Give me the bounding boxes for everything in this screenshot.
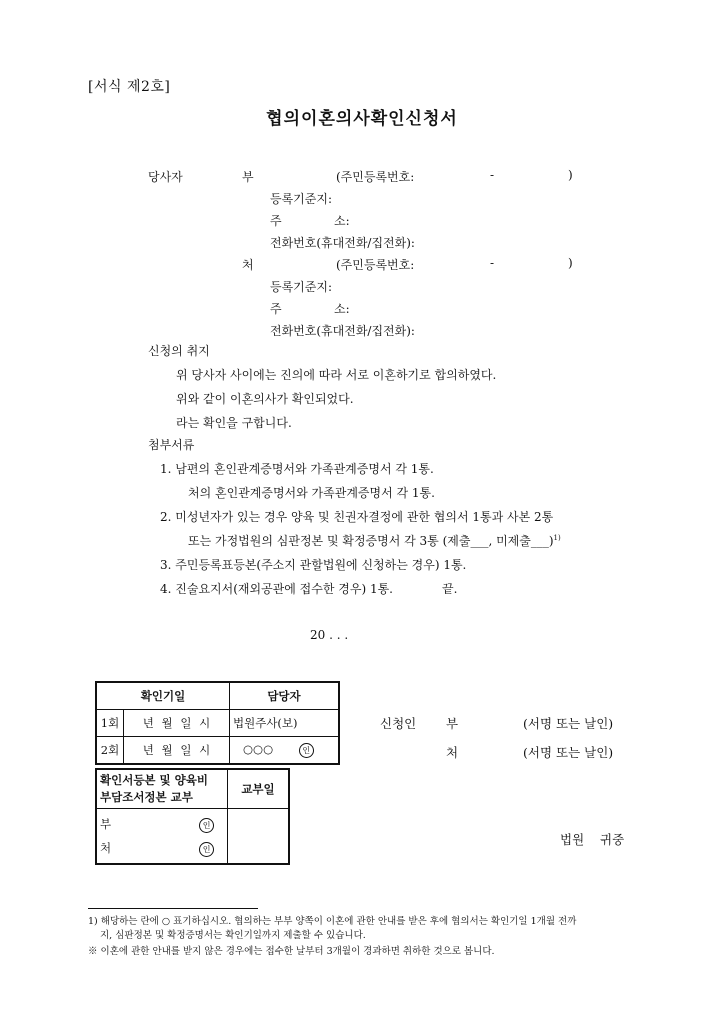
applicant-wife-sign: (서명 또는 날인) [523,745,614,760]
delivery-header-left [96,769,228,809]
officer-header: 담당자 [230,682,340,710]
attachment-2b [188,532,561,549]
confirm-date-table [95,681,340,765]
attachment-2b-text: 또는 가정법원의 심판정본 및 확정증명서 각 3통 (제출___, 미제출___) [188,534,554,548]
form-number: [서식 제2호] [88,79,171,95]
wife-rrn-label: (주민등록번호: [336,258,415,272]
husband-registry-label: 등록기준지: [270,192,333,206]
footnote-1-line-1: 1) 해당하는 란에 ○ 표기하십시오. 협의하는 부부 양쪽이 이혼에 관한 안내를 받은 후에 협의서는 확인기일 1개월 전까 [88,916,577,927]
husband-rrn-label: (주민등록번호: [336,170,415,184]
attachment-3: 3. 주민등록표등본(주소지 관할법원에 신청하는 경우) 1통. [160,558,467,572]
parties-label: 당사자 [148,170,183,184]
footnote-divider [88,908,258,909]
round-1-date: 년 월 일 시 [124,710,230,737]
wife-seal-icon: 인 [199,842,214,857]
purpose-label: 신청의 취지 [148,344,210,358]
wife-phone-label: 전화번호(휴대전화/집전화): [270,324,415,338]
footnote-ref-1: 1) [553,534,561,542]
round-2-officer [230,737,340,765]
husband-addr-label-2: 소: [334,214,350,228]
purpose-line-1: 위 당사자 사이에는 진의에 따라 서로 이혼하기로 합의하였다. [176,368,497,382]
attachments-end: 끝. [442,582,458,596]
wife-addr-label-1: 주 [270,302,282,316]
applicant-husband-label: 부 [446,716,459,731]
round-2-date: 년 월 일 시 [124,737,230,765]
husband-phone-label: 전화번호(휴대전화/집전화): [270,236,415,250]
applicant-husband-sign: (서명 또는 날인) [523,716,614,731]
delivery-wife-label: 처 [100,841,112,855]
attachment-2a: 2. 미성년자가 있는 경우 양육 및 친권자결정에 관한 협의서 1통과 사본 2통 [160,510,554,524]
delivery-header-line-2: 부담조서정본 교부 [100,790,193,804]
delivery-recipients [96,809,228,865]
delivery-husband-row [100,812,224,836]
document-title: 협의이혼의사확인신청서 [266,109,458,129]
purpose-line-2: 위와 같이 이혼의사가 확인되었다. [176,392,354,406]
purpose-line-3: 라는 확인을 구합니다. [176,416,292,430]
applicant-wife-label: 처 [446,745,459,760]
delivery-date-cell [228,809,290,865]
husband-rrn-dash: - [490,168,495,182]
date-line: 20 . . . [310,628,349,642]
footnote-1-line-2: 지, 심판정본 및 확정증명서는 확인기일까지 제출할 수 있습니다. [100,930,366,941]
officer-name: ○○○ [243,742,274,757]
attachment-1a: 1. 남편의 혼인관계증명서와 가족관계증명서 각 1통. [160,462,434,476]
husband-label: 부 [242,170,254,184]
court-addressee: 법원 귀중 [560,832,625,847]
wife-rrn-dash: - [490,256,495,270]
attachment-1b: 처의 혼인관계증명서와 가족관계증명서 각 1통. [188,486,435,500]
husband-seal-icon: 인 [199,818,214,833]
wife-label: 처 [242,258,254,272]
applicant-label: 신청인 [380,716,417,731]
wife-rrn-close: ) [568,256,573,270]
delivery-table [95,768,290,865]
round-1-officer: 법원주사(보) [230,710,340,737]
husband-rrn-close: ) [568,168,573,182]
delivery-header-line-1: 확인서등본 및 양육비 [100,773,208,787]
delivery-date-header: 교부일 [228,769,290,809]
footnote-note: ※ 이혼에 관한 안내를 받지 않은 경우에는 접수한 날부터 3개월이 경과하면 취하한 것으로 봅니다. [88,946,495,957]
wife-addr-label-2: 소: [334,302,350,316]
husband-addr-label-1: 주 [270,214,282,228]
attachments-label: 첨부서류 [148,438,195,452]
attachment-4: 4. 진술요지서(재외공관에 접수한 경우) 1통. [160,582,393,596]
round-2: 2회 [96,737,124,765]
wife-registry-label: 등록기준지: [270,280,333,294]
officer-seal-icon: 인 [299,743,314,758]
round-1: 1회 [96,710,124,737]
delivery-husband-label: 부 [100,817,112,831]
delivery-wife-row [100,836,224,860]
confirm-date-header: 확인기일 [96,682,230,710]
